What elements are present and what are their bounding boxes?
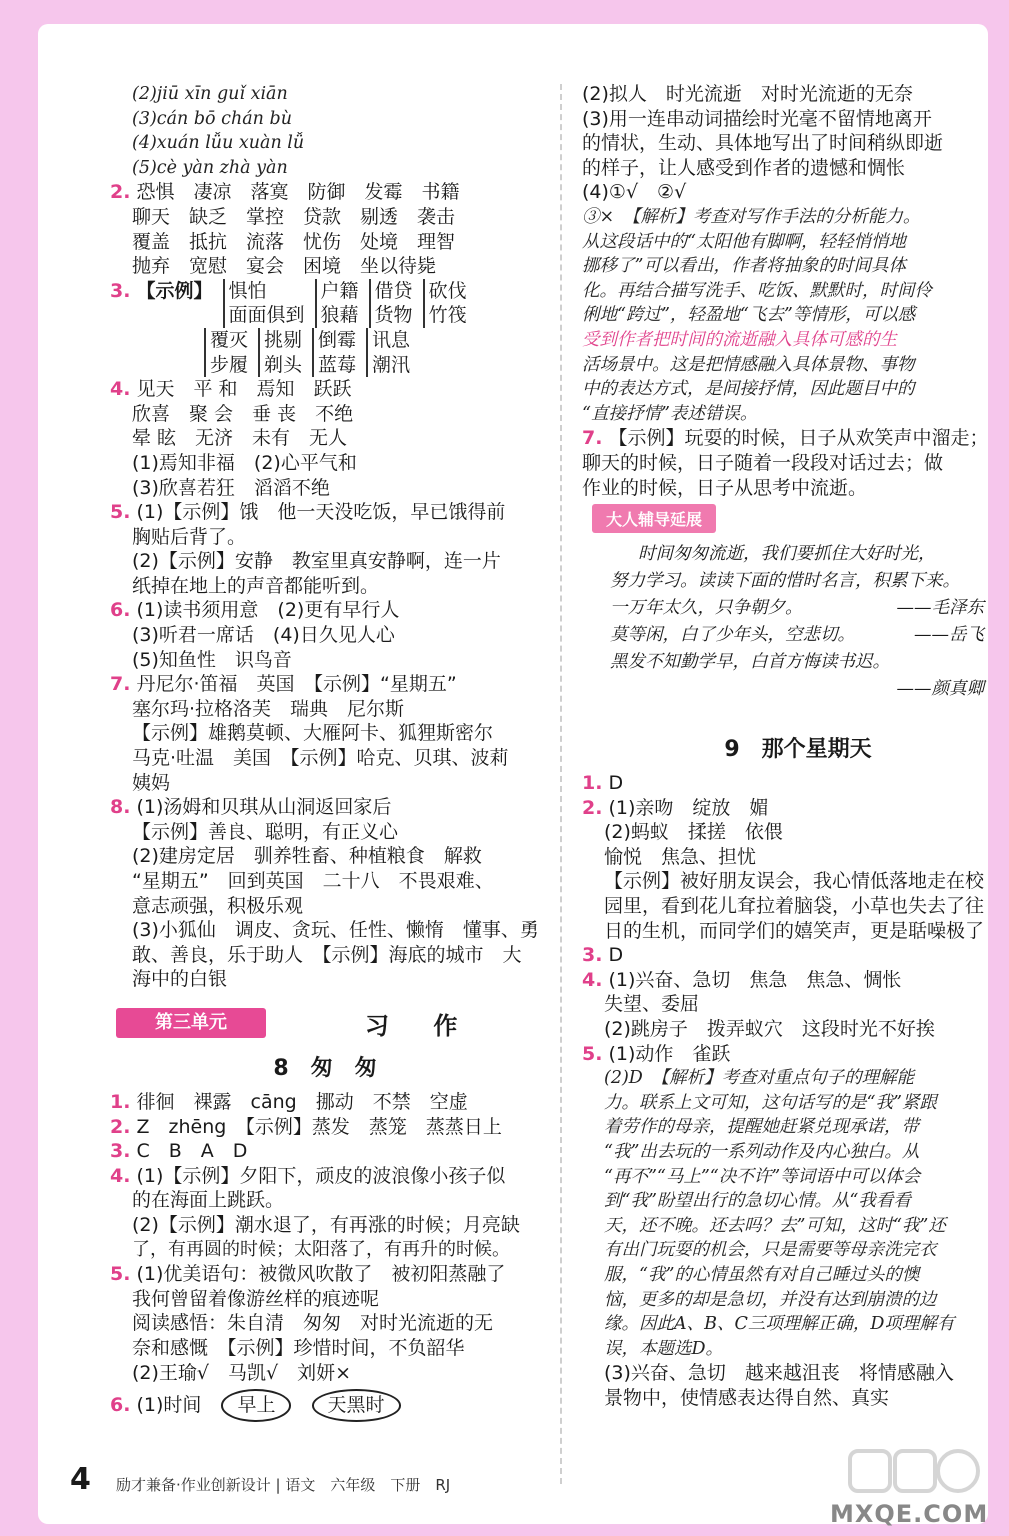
answer-line: 失望、委屈: [604, 993, 700, 1016]
answer-line: (2)建房定居 驯养牲畜、种植粮食 解救: [132, 845, 482, 868]
answer-line: 抛弃 宽慰 宴会 困境 坐以待毙: [132, 255, 437, 278]
analysis-line: “再不”“马上”“决不许”等词语中可以体会: [604, 1166, 921, 1187]
answer-line: 敢、善良，乐于助人 【示例】海底的城市 大: [132, 943, 522, 966]
answer-line: 了，有再圆的时候；太阳落了，有再升的时候。: [132, 1238, 510, 1260]
circled-answer: 天黑时: [312, 1389, 401, 1422]
answer-line: 恐惧 凄凉 落寞 防御 发霉 书籍: [136, 181, 460, 204]
pinyin-line: (5)cè yàn zhà yàn: [132, 157, 288, 178]
lesson-title: 9 那个星期天: [724, 737, 872, 763]
answer-line: 海中的白银: [132, 968, 228, 991]
q3-grid-row: 3. 【示例】 惧怕 面面俱到 户籍 狼藉 借贷 货物 砍伐 竹筏: [110, 279, 467, 327]
analysis-line: 挪移了”可以看出，作者将抽象的时间具体: [582, 256, 906, 277]
tip-intro: 时间匆匆流逝，我们要抓住大好时光，: [638, 544, 936, 565]
analysis-line: ③× 【解析】考查对写作手法的分析能力。: [582, 206, 921, 227]
pinyin-line: (4)xuán lǚu xuàn lǚ: [132, 133, 305, 154]
answer-line: (1)兴奋、急切 焦急 焦急、惆怅: [608, 968, 902, 991]
answer-line: 聊天的时候，日子随着一段段对话过去；做: [582, 451, 944, 474]
answer-line: (4)①√ ②√: [582, 181, 687, 204]
answer-line: D: [608, 772, 624, 795]
answer-line: (1)【示例】夕阳下，顽皮的波浪像小孩子似: [136, 1164, 506, 1187]
word-pair: 讯息 潮汛: [366, 328, 410, 377]
left-column: (2)jiū xīn guǐ xiān (3)cán bō chán bù (4)xuán lǚu xuàn lǚ (5)cè yàn zhà yàn 2. 恐惧 凄凉 落寞 防御 发霉 书籍 聊天 缺乏 掌控 贷款 剔透 袭击 覆盖 抵抗 流落 忧伤 处境 理智 抛弃 宽慰 宴会 困境 坐以待毙 3. 【示例】 惧怕 面面俱到 户籍 狼藉 借贷 货物 砍伐 竹筏 覆灭 步履 挑剔 剃头 倒霉 蓝莓 讯息 潮汛 4. 见天 平 和 焉知 跃跃 欣喜 聚 会 垂 丧 不绝 晕 眩 无济 未有 无人 (1)焉知非福 (2)心平气和 (3)欣喜若狂 滔滔不绝 5. (1)【示例】饿 他一天没吃饭，早已饿得前 胸贴后背了。 (2)【示例】安静 教室里真安静啊，连一片 纸掉在地上的声音都能听到。 6. (1)读书须用意 (2)更有早行人 (3)听君一席话 (4)日久见人心 (5)知鱼性 识鸟音 7. 丹尼尔·笛福 英国 【示例】“星期五” 塞尔玛·拉格洛芙 瑞典 尼尔斯 【示例】雄鹅莫顿、大雁阿卡、狐狸斯密尔 马克·吐温 美国 【示例】哈克、贝琪、波莉 姨妈 8. (1)汤姆和贝琪从山洞返回家后 【示例】善良、聪明，有正义心 (2)建房定居 驯养牲畜、种植粮食 解救 “星期五” 回到英国 二十八 不畏艰难、 意志顽强，积极乐观 (3)小狐仙 调皮、贪玩、任性、懒惰 懂事、勇 敢、善良，乐于助人 【示例】海底的城市 大 海中的白银 第三单元 习 作 8 匆 匆 1. 徘徊 裸露 cāng 挪动 不禁 空虚 2. Z zhēng 【示例】蒸发 蒸笼 蒸蒸日上 3. C B A D 4. (1)【示例】夕阳下，顽皮的波浪像小孩子似 的在海面上跳跃。 (2)【示例】潮水退了，有再涨的时候；月亮缺 了，有再圆的时候；太阳落了，有再升的时候。 5. (1)优美语句：被微风吹散了 被初阳蒸融了 我何曾留着像游丝样的痕迹呢 阅读感悟：朱自清 匆匆 对时光流逝的无 奈和感慨 【示例】珍惜时间，不负韶华 (2)王瑜√ 马凯√ 刘妍× 6. (1)时间 早上 天黑时: [110, 82, 540, 1422]
answer-line: 【示例】善良、聪明，有正义心: [132, 820, 399, 843]
analysis-line: 活场景中。这是把情感融入具体景物、事物: [582, 354, 915, 375]
word-pair: 砍伐 竹筏: [423, 279, 467, 328]
lesson-title: 8 匆 匆: [273, 1055, 377, 1081]
answer-line: 聊天 缺乏 掌控 贷款 剔透 袭击: [132, 205, 456, 228]
analysis-line: 恼，更多的却是急切，并没有达到崩溃的边: [604, 1289, 937, 1310]
answer-line: (1)亲吻 绽放 媚: [608, 796, 769, 819]
unit-title: 习 作: [365, 1011, 476, 1040]
answer-line: 园里，看到花儿耷拉着脑袋，小草也失去了往: [604, 895, 985, 918]
right-column: (2)拟人 时光流逝 对时光流逝的无奈 (3)用一连串动词描绘时光毫不留情地离开 的情状，生动、具体地写出了时间稍纵即逝 的样子，让人感受到作者的遗憾和惆怅 (4)①√ ②√ ③× 【解析】考查对写作手法的分析能力。 从这段话中的“太阳他有脚啊，轻轻悄悄地 挪移了”可以看出，作者将抽象的时间具体 化。再结合描写洗手、吃饭、默默时，时间伶 俐地“跨过”，轻盈地“飞去”等情形，可以感 受到作者把时间的流逝融入具体可感的生 活场景中。这是把情感融入具体景物、事物 中的表达方式，是间接抒情，因此题目中的 “直接抒情”表述错误。 7. 【示例】玩耍的时候，日子从欢笑声中溜走； 聊天的时候，日子随着一段段对话过去；做 作业的时候，日子从思考中流逝。 大人辅导延展 时间匆匆流逝，我们要抓住大好时光， 努力学习。读读下面的惜时名言，积累下来。 一万年太久，只争朝夕。 ——毛泽东 莫等闲，白了少年头，空悲切。 ——岳飞 黑发不知勤学早，白首方悔读书迟。 ——颜真卿 9 那个星期天 1. D 2. (1)亲吻 绽放 媚 (2)蚂蚁 揉搓 依偎 愉悦 焦急、担忧 【示例】被好朋友误会，我心情低落地走在校 园里，看到花儿耷拉着脑袋，小草也失去了往 日的生机，而同学们的嬉笑声，更是聒噪极了 3. D 4. (1)兴奋、急切 焦急 焦急、惆怅 失望、委屈 (2)跳房子 拨弄蚁穴 这段时光不好挨 5. (1)动作 雀跃 (2)D 【解析】考查对重点句子的理解能 力。联系上文可知，这句话写的是“我”紧跟 着劳作的母亲，提醒她赶紧兑现承诺，带 “我”出去玩的一系列动作及内心独白。从 “再不”“马上”“决不许”等词语中可以体会 到“我”盼望出行的急切心情。从“我看看 天，还不晚。还去吗？去”可知，这时“我”还 有出门玩耍的机会，只是需要等母亲洗完衣 服，“我”的心情虽然有对自己睡过头的懊 恼，更多的却是急切，并没有达到崩溃的边 缘。因此A、B、C三项理解正确，D项理解有 误，本题选D。 (3)兴奋、急切 越来越沮丧 将情感融入 景物中，使情感表达得自然、真实: [582, 82, 1009, 1411]
answer-line: 作业的时候，日子从思考中流逝。: [582, 476, 868, 499]
answer-line: (2)【示例】安静 教室里真安静啊，连一片: [132, 550, 501, 573]
answer-line: 的在海面上跳跃。: [132, 1189, 285, 1212]
analysis-line: 着劳作的母亲，提醒她赶紧兑现承诺，带: [604, 1117, 919, 1138]
answer-line: 奈和感慨 【示例】珍惜时间，不负韶华: [132, 1336, 465, 1359]
unit-tag: 第三单元: [116, 1008, 266, 1038]
answer-line: 的情状，生动、具体地写出了时间稍纵即逝: [582, 132, 944, 155]
answer-line: (3)欣喜若狂 滔滔不绝: [132, 476, 330, 499]
answer-line: (2)跳房子 拨弄蚁穴 这段时光不好挨: [604, 1018, 935, 1041]
word-pair: 借贷 货物: [369, 279, 413, 328]
quote-line: 黑发不知勤学早，白首方悔读书迟。: [610, 652, 890, 673]
answer-line: 塞尔玛·拉格洛芙 瑞典 尼尔斯: [132, 697, 405, 720]
q3-grid-row: [110, 328, 540, 377]
analysis-line: 俐地“跨过”，轻盈地“飞去”等情形，可以感: [582, 305, 916, 326]
answer-line: 丹尼尔·笛福 英国 【示例】“星期五”: [136, 673, 457, 696]
answer-line: (3)用一连串动词描绘时光毫不留情地离开: [582, 107, 932, 130]
answer-line: (2)【示例】潮水退了，有再涨的时候；月亮缺: [132, 1213, 520, 1236]
analysis-line: “我”出去玩的一系列动作及内心独白。从: [604, 1142, 920, 1162]
quote-author: ——颜真卿: [896, 679, 984, 700]
pinyin-line: (2)jiū xīn guǐ xiān: [132, 84, 288, 104]
answer-line: (2)王瑜√ 马凯√ 刘妍×: [132, 1361, 352, 1384]
answer-line: 意志顽强，积极乐观: [132, 894, 304, 917]
analysis-line: 中的表达方式，是间接抒情，因此题目中的: [582, 379, 915, 400]
answer-line: 【示例】被好朋友误会，我心情低落地走在校: [604, 870, 985, 893]
analysis-line: “直接抒情”表述错误。: [582, 403, 758, 424]
answer-line: D: [608, 944, 624, 967]
analysis-line: 化。再结合描写洗手、吃饭、默默时，时间伶: [582, 280, 932, 301]
analysis-line: 受到作者把时间的流逝融入具体可感的生: [582, 329, 897, 350]
answer-line: 的样子，让人感受到作者的遗憾和惆怅: [582, 156, 906, 179]
analysis-line: (2)D 【解析】考查对重点句子的理解能: [604, 1068, 915, 1089]
page-sheet: [38, 24, 988, 1524]
answer-line: C B A D: [136, 1140, 248, 1163]
answer-line: Z zhēng 【示例】蒸发 蒸笼 蒸蒸日上: [136, 1115, 502, 1138]
answer-line: 阅读感悟：朱自清 匆匆 对时光流逝的无: [132, 1312, 494, 1335]
tip-intro: 努力学习。读读下面的惜时名言，积累下来。: [610, 571, 960, 592]
analysis-line: 有出门玩耍的机会，只是需要等母亲洗完衣: [604, 1240, 937, 1261]
word-pair: 倒霉 蓝莓: [312, 328, 356, 377]
analysis-line: 误，本题选D。: [604, 1338, 724, 1359]
circled-answer: 早上: [221, 1389, 291, 1422]
page-number: 4: [70, 1462, 91, 1497]
answer-line: “星期五” 回到英国 二十八 不畏艰难、: [132, 870, 494, 892]
answer-line: 晕 眩 无济 未有 无人: [132, 427, 348, 450]
analysis-line: 服，“我”的心情虽然有对自己睡过头的懊: [604, 1264, 920, 1285]
word-pair: 覆灭 步履: [204, 328, 248, 377]
quote-line: 莫等闲，白了少年头，空悲切。 ——岳飞: [610, 625, 984, 646]
answer-line: 胸贴后背了。: [132, 525, 247, 548]
analysis-line: 力。联系上文可知，这句话写的是“我”紧跟: [604, 1092, 937, 1113]
answer-line: (2)蚂蚁 揉搓 依偎: [604, 821, 783, 844]
answer-line: (3)听君一席话 (4)日久见人心: [132, 624, 395, 647]
column-divider: [560, 84, 562, 1484]
answer-line: 我何曾留着像游丝样的痕迹呢: [132, 1287, 380, 1310]
answer-line: 徘徊 裸露 cāng 挪动 不禁 空虚: [136, 1090, 468, 1113]
answer-line: (1)读书须用意 (2)更有早行人: [136, 599, 400, 622]
word-pair: 户籍 狼藉: [315, 279, 359, 328]
answer-line: 【示例】雄鹅莫顿、大雁阿卡、狐狸斯密尔: [132, 722, 494, 745]
answer-line: (2)拟人 时光流逝 对时光流逝的无奈: [582, 83, 913, 105]
example-label: 【示例】: [136, 279, 213, 302]
answer-line: 愉悦 焦急、担忧: [604, 845, 757, 868]
answer-line: (1)汤姆和贝琪从山洞返回家后: [136, 796, 392, 819]
answer-line: (3)兴奋、急切 越来越沮丧 将情感融入: [604, 1362, 954, 1385]
analysis-line: 从这段话中的“太阳他有脚啊，轻轻悄悄地: [582, 231, 906, 252]
word-pair: 挑剔 剃头: [258, 328, 302, 377]
word-pair: 惧怕 面面俱到: [223, 279, 305, 328]
answer-line: 见天 平 和 焉知 跃跃: [136, 378, 352, 401]
answer-line: 日的生机，而同学们的嬉笑声，更是聒噪极了: [604, 919, 985, 942]
answer-line: 姨妈: [132, 771, 171, 794]
analysis-line: 到“我”盼望出行的急切心情。从“我看看: [604, 1191, 911, 1212]
tip-tag: 大人辅导延展: [592, 504, 716, 533]
answer-line: (3)小狐仙 调皮、贪玩、任性、懒惰 懂事、勇: [132, 919, 539, 942]
answer-line: 景物中，使情感表达得自然、真实: [604, 1386, 890, 1409]
answer-line: (1)时间: [136, 1394, 202, 1417]
answer-line: (5)知鱼性 识鸟音: [132, 648, 292, 671]
analysis-line: 缘。因此A、B、C三项理解正确，D项理解有: [604, 1314, 955, 1335]
watermark-text: MXQE.COM: [830, 1500, 989, 1528]
unit-header: [110, 1002, 540, 1046]
analysis-line: 天，还不晚。还去吗？去”可知，这时“我”还: [604, 1215, 946, 1236]
pinyin-line: (3)cán bō chán bù: [132, 108, 292, 129]
quote-line: 一万年太久，只争朝夕。 ——毛泽东: [610, 598, 984, 619]
answer-line: (1)动作 雀跃: [608, 1042, 731, 1065]
answer-line: 【示例】玩耍的时候，日子从欢笑声中溜走；: [608, 427, 989, 450]
answer-line: 覆盖 抵抗 流落 忧伤 处境 理智: [132, 230, 456, 253]
answer-line: 纸掉在地上的声音都能听到。: [132, 574, 380, 597]
answer-line: (1)优美语句：被微风吹散了 被初阳蒸融了: [136, 1263, 506, 1286]
answer-line: 欣喜 聚 会 垂 丧 不绝: [132, 402, 354, 425]
answer-line: (1)焉知非福 (2)心平气和: [132, 451, 357, 474]
footer-text: 励才兼备·作业创新设计 | 语文 六年级 下册 RJ: [116, 1476, 451, 1494]
page-footer: [70, 1462, 970, 1502]
answer-line: (1)【示例】饿 他一天没吃饭，早已饿得前: [136, 501, 506, 524]
answer-line: 马克·吐温 美国 【示例】哈克、贝琪、波莉: [132, 747, 509, 770]
